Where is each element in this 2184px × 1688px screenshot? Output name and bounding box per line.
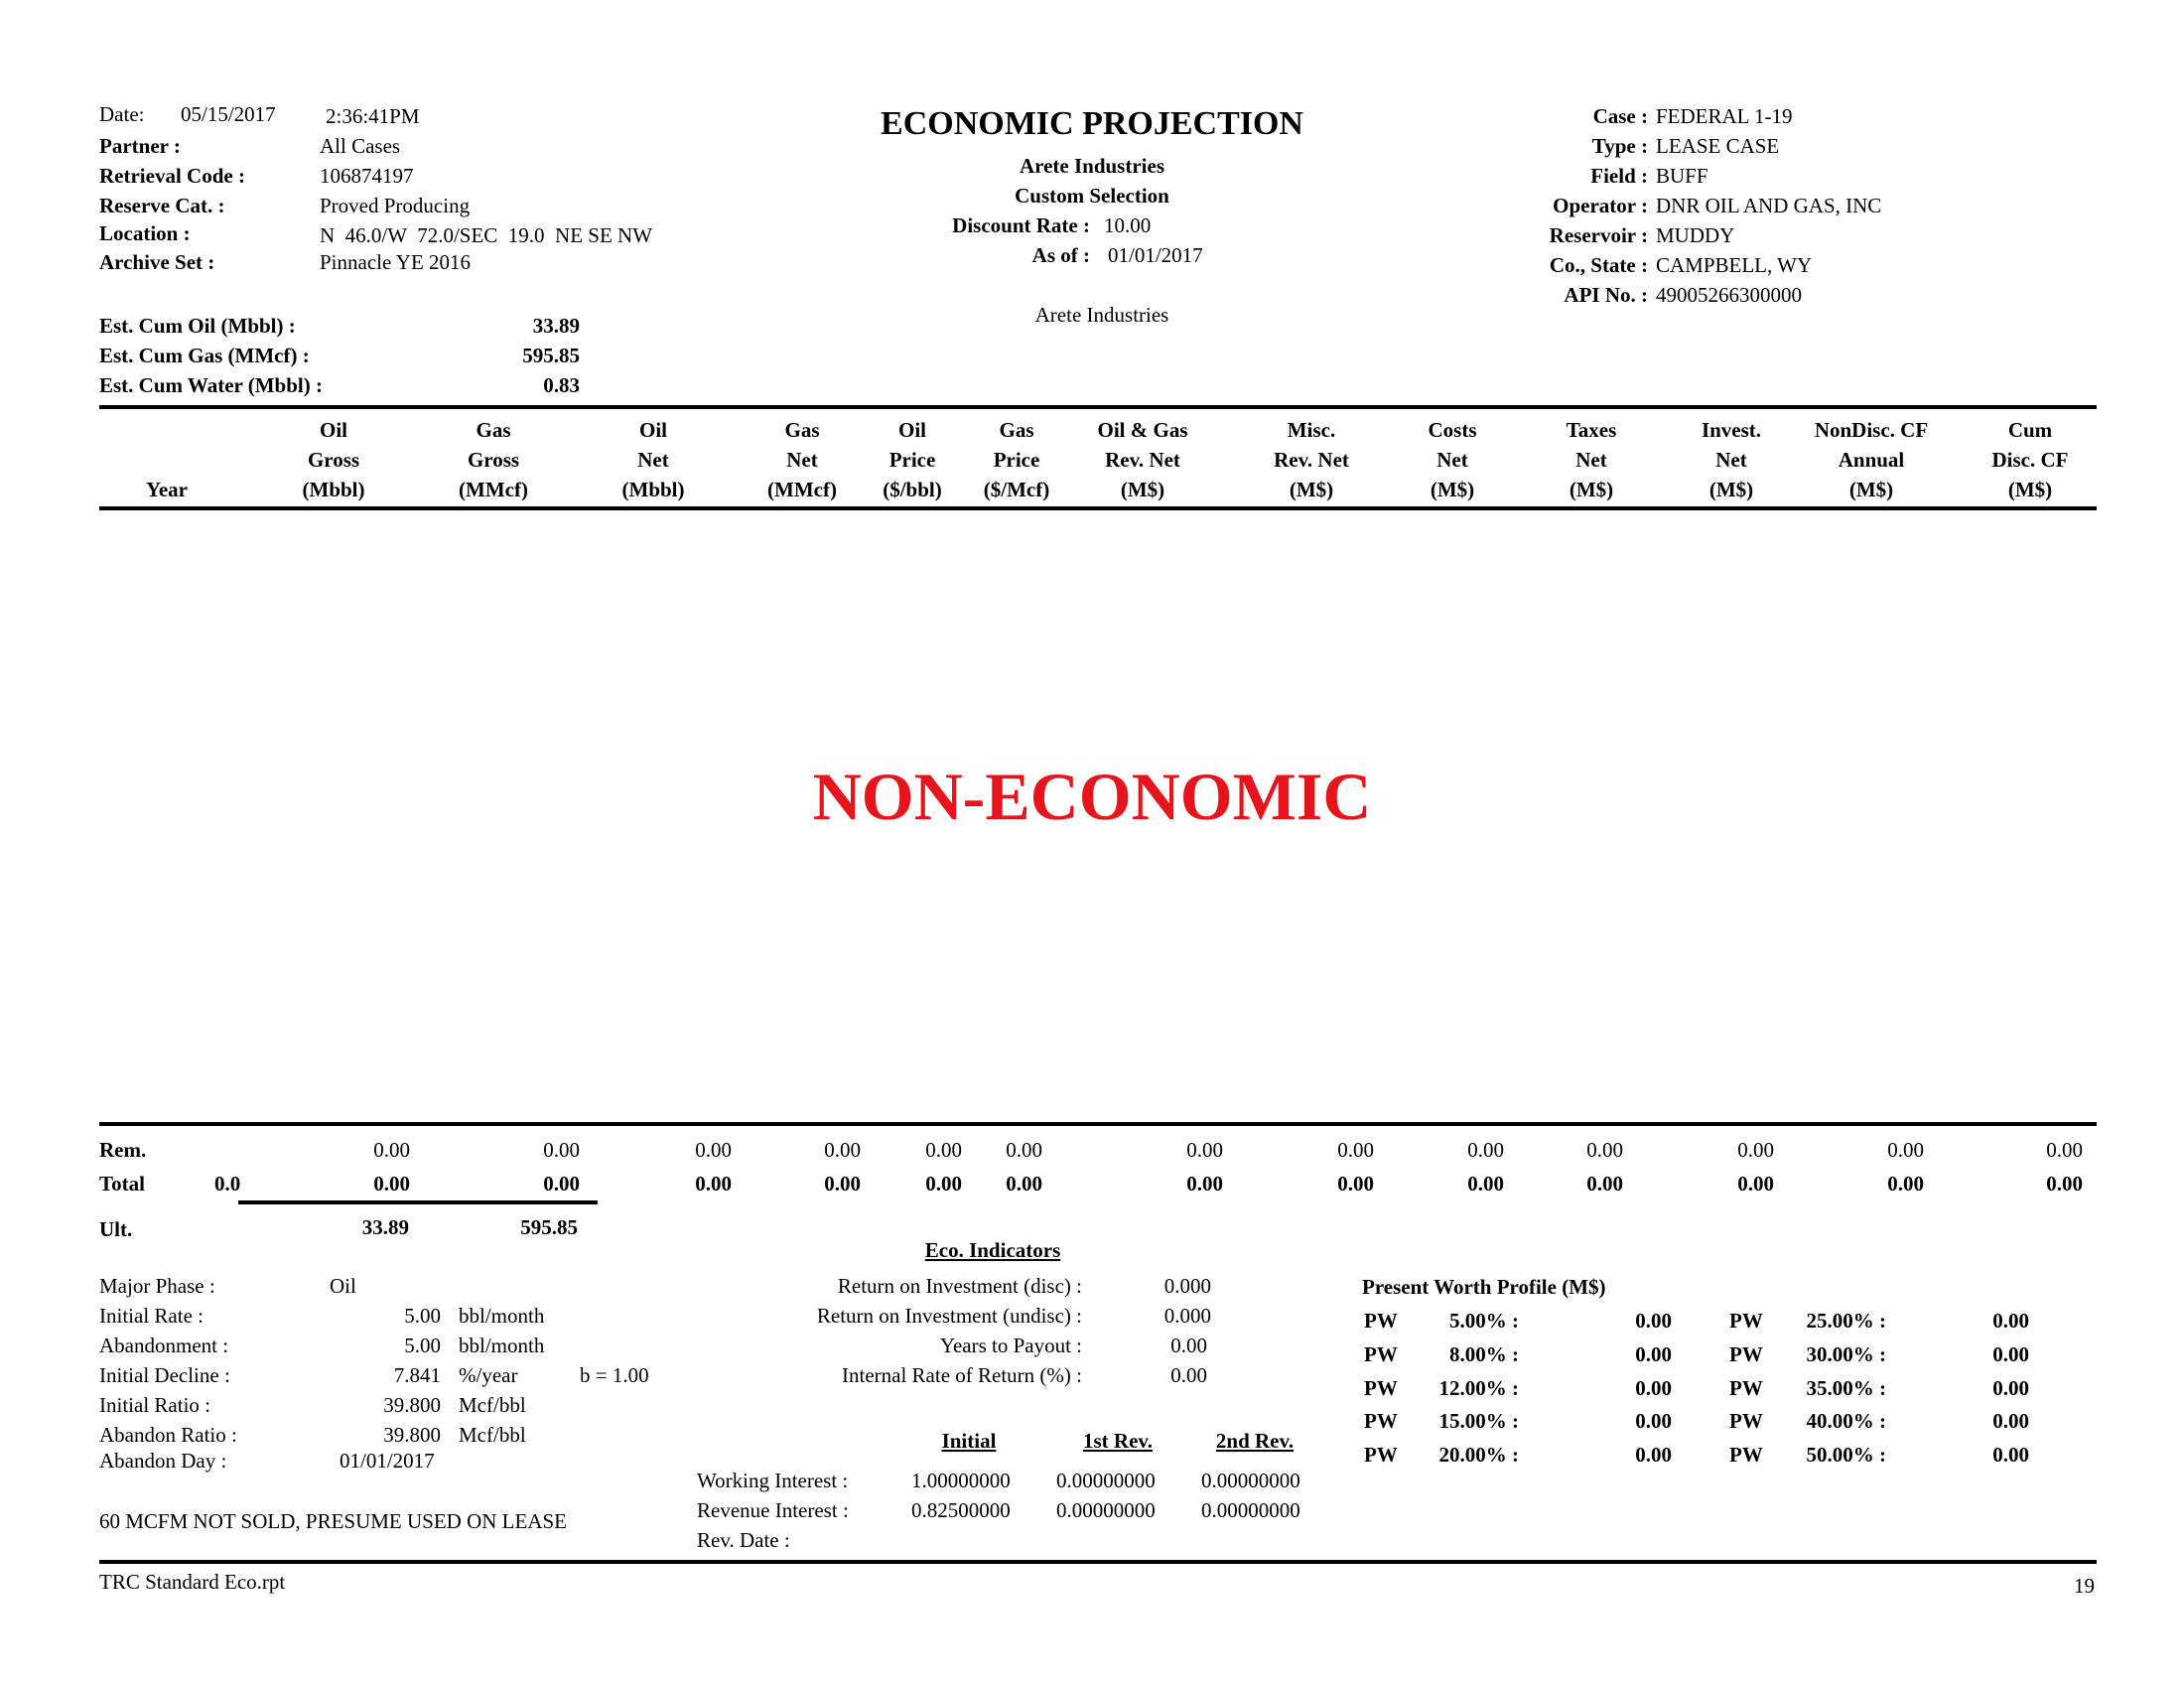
total-value: 0.00	[2046, 1172, 2083, 1196]
total-value: 0.00	[1887, 1172, 1924, 1196]
total-value: 0.00	[925, 1172, 962, 1196]
column-header-gas-price	[967, 415, 1066, 504]
total-value: 0.00	[1586, 1172, 1623, 1196]
total-value: 0.00	[373, 1172, 410, 1196]
rev-date-label: Rev. Date :	[697, 1528, 790, 1552]
abandonment-unit: bbl/month	[459, 1334, 545, 1357]
column-header-costs-net	[1398, 415, 1507, 504]
interest-header-1st-rev: 1st Rev.	[1083, 1429, 1153, 1453]
column-header-line: Annual	[1838, 448, 1905, 472]
total-value: 0.00	[695, 1172, 732, 1196]
initial-rate-unit: bbl/month	[459, 1304, 545, 1328]
pw-value: 0.00	[1635, 1376, 1672, 1400]
footer-rule	[99, 1560, 2097, 1564]
est-cum-gas-label: Est. Cum Gas (MMcf) :	[99, 344, 310, 367]
abandon-ratio-label: Abandon Ratio :	[99, 1423, 237, 1447]
column-header-oil-gas-rev-net	[1083, 415, 1202, 504]
api-no-value: 49005266300000	[1656, 283, 1802, 307]
column-header-year	[117, 415, 216, 504]
retrieval-code-label: Retrieval Code :	[99, 164, 245, 188]
page-number: 19	[2074, 1574, 2095, 1598]
column-header-line	[117, 415, 216, 445]
location-value: N 46.0/W 72.0/SEC 19.0 NE SE NW	[320, 223, 653, 247]
initial-decline-value: 7.841	[393, 1363, 441, 1387]
lease-note: 60 MCFM NOT SOLD, PRESUME USED ON LEASE	[99, 1509, 568, 1533]
column-header-oil-price	[863, 415, 962, 504]
date-label: Date:	[99, 102, 145, 126]
abandon-day-value: 01/01/2017	[340, 1449, 435, 1473]
as-of-value: 01/01/2017	[1108, 243, 1203, 267]
case-value: FEDERAL 1-19	[1656, 104, 1793, 128]
irr-value: 0.00	[1170, 1363, 1207, 1387]
initial-ratio-value: 39.800	[383, 1393, 441, 1417]
column-header-line: Invest.	[1701, 418, 1762, 442]
revenue-interest-label: Revenue Interest :	[697, 1498, 849, 1522]
pw-label: PW	[1729, 1376, 1763, 1400]
type-value: LEASE CASE	[1656, 134, 1780, 158]
rem-value: 0.00	[1887, 1138, 1924, 1162]
partner-value: All Cases	[320, 134, 401, 158]
pw-rate: 30.00% :	[1806, 1342, 1886, 1366]
rem-value: 0.00	[1337, 1138, 1374, 1162]
column-header-line: Oil & Gas	[1097, 418, 1188, 442]
abandonment-label: Abandonment :	[99, 1334, 229, 1357]
column-header-line: (M$)	[1569, 478, 1614, 501]
initial-ratio-unit: Mcf/bbl	[459, 1393, 526, 1417]
column-header-line: Net	[1575, 448, 1607, 472]
present-worth-title: Present Worth Profile (M$)	[1362, 1275, 1606, 1299]
est-cum-oil-label: Est. Cum Oil (Mbbl) :	[99, 314, 296, 338]
column-header-line: (MMcf)	[767, 478, 837, 501]
rem-value: 0.00	[1737, 1138, 1774, 1162]
est-cum-water-label: Est. Cum Water (Mbbl) :	[99, 373, 323, 397]
column-header-line: Gas	[999, 418, 1034, 442]
working-interest-2nd-rev: 0.00000000	[1201, 1469, 1300, 1492]
archive-set-label: Archive Set :	[99, 250, 215, 274]
est-cum-water-value: 0.83	[543, 373, 580, 397]
pw-label: PW	[1364, 1309, 1398, 1333]
reservoir-value: MUDDY	[1656, 223, 1735, 247]
working-interest-1st-rev: 0.00000000	[1056, 1469, 1156, 1492]
rem-value: 0.00	[543, 1138, 580, 1162]
reservoir-label: Reservoir :	[1549, 223, 1648, 247]
b-factor: b = 1.00	[580, 1363, 649, 1387]
ult-rule	[238, 1200, 598, 1204]
operator-value: DNR OIL AND GAS, INC	[1656, 194, 1882, 217]
column-header-line: Rev. Net	[1105, 448, 1180, 472]
abandon-day-label: Abandon Day :	[99, 1449, 227, 1473]
column-header-line: Misc.	[1287, 418, 1336, 442]
field-value: BUFF	[1656, 164, 1708, 188]
est-cum-gas-value: 595.85	[522, 344, 580, 367]
initial-decline-unit: %/year	[459, 1363, 518, 1387]
rem-value: 0.00	[1186, 1138, 1223, 1162]
column-header-line: (MMcf)	[459, 478, 528, 501]
total-value: 0.00	[1186, 1172, 1223, 1196]
revenue-interest-2nd-rev: 0.00000000	[1201, 1498, 1300, 1522]
roi-disc-value: 0.000	[1163, 1274, 1211, 1298]
column-header-line: Gas	[784, 418, 820, 442]
column-header-line: (M$)	[1708, 478, 1754, 501]
working-interest-initial: 1.00000000	[911, 1469, 1011, 1492]
column-header-line: Gas	[476, 418, 511, 442]
total-label: Total	[99, 1172, 145, 1196]
pw-rate: 5.00% :	[1449, 1309, 1519, 1333]
rem-value: 0.00	[2046, 1138, 2083, 1162]
pw-rate: 20.00% :	[1438, 1443, 1519, 1467]
pw-label: PW	[1729, 1342, 1763, 1366]
column-header-gas-gross	[434, 415, 553, 504]
column-header-line	[117, 445, 216, 475]
column-header-line: (M$)	[1430, 478, 1475, 501]
non-economic-status: NON-ECONOMIC	[812, 759, 1372, 834]
abandon-ratio-value: 39.800	[383, 1423, 441, 1447]
company-name: Arete Industries	[1019, 154, 1164, 178]
interest-header-2nd-rev: 2nd Rev.	[1215, 1429, 1295, 1453]
column-header-line: NonDisc. CF	[1814, 418, 1929, 442]
abandonment-value: 5.00	[404, 1334, 441, 1357]
total-value: 0.00	[1006, 1172, 1042, 1196]
column-header-line: Taxes	[1566, 418, 1617, 442]
pw-label: PW	[1729, 1409, 1763, 1433]
column-header-line: Net	[786, 448, 818, 472]
pw-label: PW	[1364, 1443, 1398, 1467]
retrieval-code-value: 106874197	[320, 164, 414, 188]
column-header-line: Cum	[2007, 418, 2053, 442]
report-name: TRC Standard Eco.rpt	[99, 1570, 286, 1594]
column-header-line: Year	[146, 478, 188, 501]
total-value: 0.00	[1337, 1172, 1374, 1196]
column-header-nondisc-cf-annual	[1792, 415, 1951, 504]
column-header-taxes-net	[1537, 415, 1646, 504]
abandon-ratio-unit: Mcf/bbl	[459, 1423, 526, 1447]
pw-value: 0.00	[1635, 1409, 1672, 1433]
revenue-interest-initial: 0.82500000	[911, 1498, 1011, 1522]
pw-value: 0.00	[1635, 1309, 1672, 1333]
location-label: Location :	[99, 221, 191, 245]
pw-value: 0.00	[1635, 1342, 1672, 1366]
rem-value: 0.00	[373, 1138, 410, 1162]
time-value: 2:36:41PM	[326, 104, 420, 128]
county-state-value: CAMPBELL, WY	[1656, 253, 1813, 277]
column-header-line: (M$)	[1120, 478, 1165, 501]
total-value: 0.00	[1737, 1172, 1774, 1196]
column-header-line: Disc. CF	[1991, 448, 2069, 472]
table-totals-rule	[99, 1122, 2097, 1126]
column-header-line: Costs	[1428, 418, 1477, 442]
type-label: Type :	[1591, 134, 1648, 158]
column-header-oil-gross	[274, 415, 393, 504]
column-header-line: Oil	[897, 418, 926, 442]
column-header-line: (M$)	[1289, 478, 1334, 501]
pw-rate: 50.00% :	[1806, 1443, 1886, 1467]
ult-oil-value: 33.89	[361, 1215, 409, 1239]
date-value: 05/15/2017	[181, 102, 276, 126]
years-to-payout-label: Years to Payout :	[939, 1334, 1082, 1357]
column-header-line: ($/Mcf)	[983, 478, 1050, 501]
initial-rate-value: 5.00	[404, 1304, 441, 1328]
column-header-gas-net	[743, 415, 862, 504]
revenue-interest-1st-rev: 0.00000000	[1056, 1498, 1156, 1522]
reserve-cat-label: Reserve Cat. :	[99, 194, 225, 217]
total-value: 0.00	[543, 1172, 580, 1196]
column-header-line: Net	[637, 448, 669, 472]
footer-company-name: Arete Industries	[1034, 303, 1169, 327]
rem-value: 0.00	[1006, 1138, 1042, 1162]
column-header-oil-net	[594, 415, 713, 504]
column-header-cum-disc-cf	[1961, 415, 2100, 504]
interest-header-initial: Initial	[941, 1429, 997, 1453]
initial-ratio-label: Initial Ratio :	[99, 1393, 210, 1417]
working-interest-label: Working Interest :	[697, 1469, 849, 1492]
partner-label: Partner :	[99, 134, 181, 158]
pw-rate: 12.00% :	[1438, 1376, 1519, 1400]
pw-label: PW	[1729, 1309, 1763, 1333]
column-header-line: Price	[993, 448, 1040, 472]
eco-indicators-title: Eco. Indicators	[924, 1238, 1061, 1262]
ult-gas-value: 595.85	[520, 1215, 578, 1239]
column-header-invest-net	[1677, 415, 1786, 504]
pw-value: 0.00	[1992, 1309, 2029, 1333]
rem-value: 0.00	[824, 1138, 861, 1162]
pw-value: 0.00	[1992, 1409, 2029, 1433]
column-header-line: (M$)	[2007, 478, 2053, 501]
column-header-line: Net	[1436, 448, 1468, 472]
roi-disc-label: Return on Investment (disc) :	[837, 1274, 1082, 1298]
pw-value: 0.00	[1992, 1376, 2029, 1400]
pw-value: 0.00	[1992, 1342, 2029, 1366]
ult-label: Ult.	[99, 1217, 133, 1241]
pw-rate: 40.00% :	[1806, 1409, 1886, 1433]
pw-rate: 25.00% :	[1806, 1309, 1886, 1333]
total-value: 0.00	[1467, 1172, 1504, 1196]
major-phase-label: Major Phase :	[99, 1274, 215, 1298]
table-top-rule	[99, 405, 2097, 409]
roi-undisc-value: 0.000	[1163, 1304, 1211, 1328]
archive-set-value: Pinnacle YE 2016	[320, 250, 472, 274]
pw-label: PW	[1364, 1409, 1398, 1433]
county-state-label: Co., State :	[1549, 253, 1648, 277]
pw-rate: 8.00% :	[1449, 1342, 1519, 1366]
rem-value: 0.00	[1586, 1138, 1623, 1162]
rem-value: 0.00	[695, 1138, 732, 1162]
pw-value: 0.00	[1992, 1443, 2029, 1467]
api-no-label: API No. :	[1564, 283, 1648, 307]
pw-label: PW	[1729, 1443, 1763, 1467]
initial-decline-label: Initial Decline :	[99, 1363, 230, 1387]
column-header-line: Gross	[307, 448, 360, 472]
pw-value: 0.00	[1635, 1443, 1672, 1467]
column-header-line: (M$)	[1848, 478, 1894, 501]
rem-label: Rem.	[99, 1138, 147, 1162]
as-of-label: As of :	[1031, 243, 1090, 267]
reserve-cat-value: Proved Producing	[320, 194, 471, 217]
total-value: 0.00	[824, 1172, 861, 1196]
roi-undisc-label: Return on Investment (undisc) :	[816, 1304, 1082, 1328]
column-header-line: ($/bbl)	[883, 478, 942, 501]
case-label: Case :	[1592, 104, 1648, 128]
est-cum-oil-value: 33.89	[532, 314, 580, 338]
column-header-line: (Mbbl)	[302, 478, 365, 501]
column-header-line: Net	[1715, 448, 1747, 472]
column-header-line: Price	[888, 448, 936, 472]
table-header-bottom-rule	[99, 506, 2097, 510]
discount-rate-value: 10.00	[1104, 213, 1152, 237]
column-header-misc-rev-net	[1247, 415, 1376, 504]
column-header-line: Oil	[638, 418, 667, 442]
major-phase-value: Oil	[330, 1274, 356, 1298]
operator-label: Operator :	[1553, 194, 1648, 217]
pw-rate: 35.00% :	[1806, 1376, 1886, 1400]
column-header-line: (Mbbl)	[621, 478, 685, 501]
rem-value: 0.00	[1467, 1138, 1504, 1162]
total-years: 0.0	[214, 1172, 241, 1196]
column-header-line: Oil	[319, 418, 347, 442]
years-to-payout-value: 0.00	[1170, 1334, 1207, 1357]
pw-label: PW	[1364, 1342, 1398, 1366]
discount-rate-label: Discount Rate :	[952, 213, 1090, 237]
irr-label: Internal Rate of Return (%) :	[842, 1363, 1082, 1387]
column-header-line: Rev. Net	[1274, 448, 1349, 472]
selection-name: Custom Selection	[1015, 184, 1169, 208]
field-label: Field :	[1590, 164, 1648, 188]
pw-rate: 15.00% :	[1438, 1409, 1519, 1433]
column-header-line: Gross	[467, 448, 520, 472]
initial-rate-label: Initial Rate :	[99, 1304, 204, 1328]
rem-value: 0.00	[925, 1138, 962, 1162]
page-title: ECONOMIC PROJECTION	[881, 105, 1303, 142]
pw-label: PW	[1364, 1376, 1398, 1400]
